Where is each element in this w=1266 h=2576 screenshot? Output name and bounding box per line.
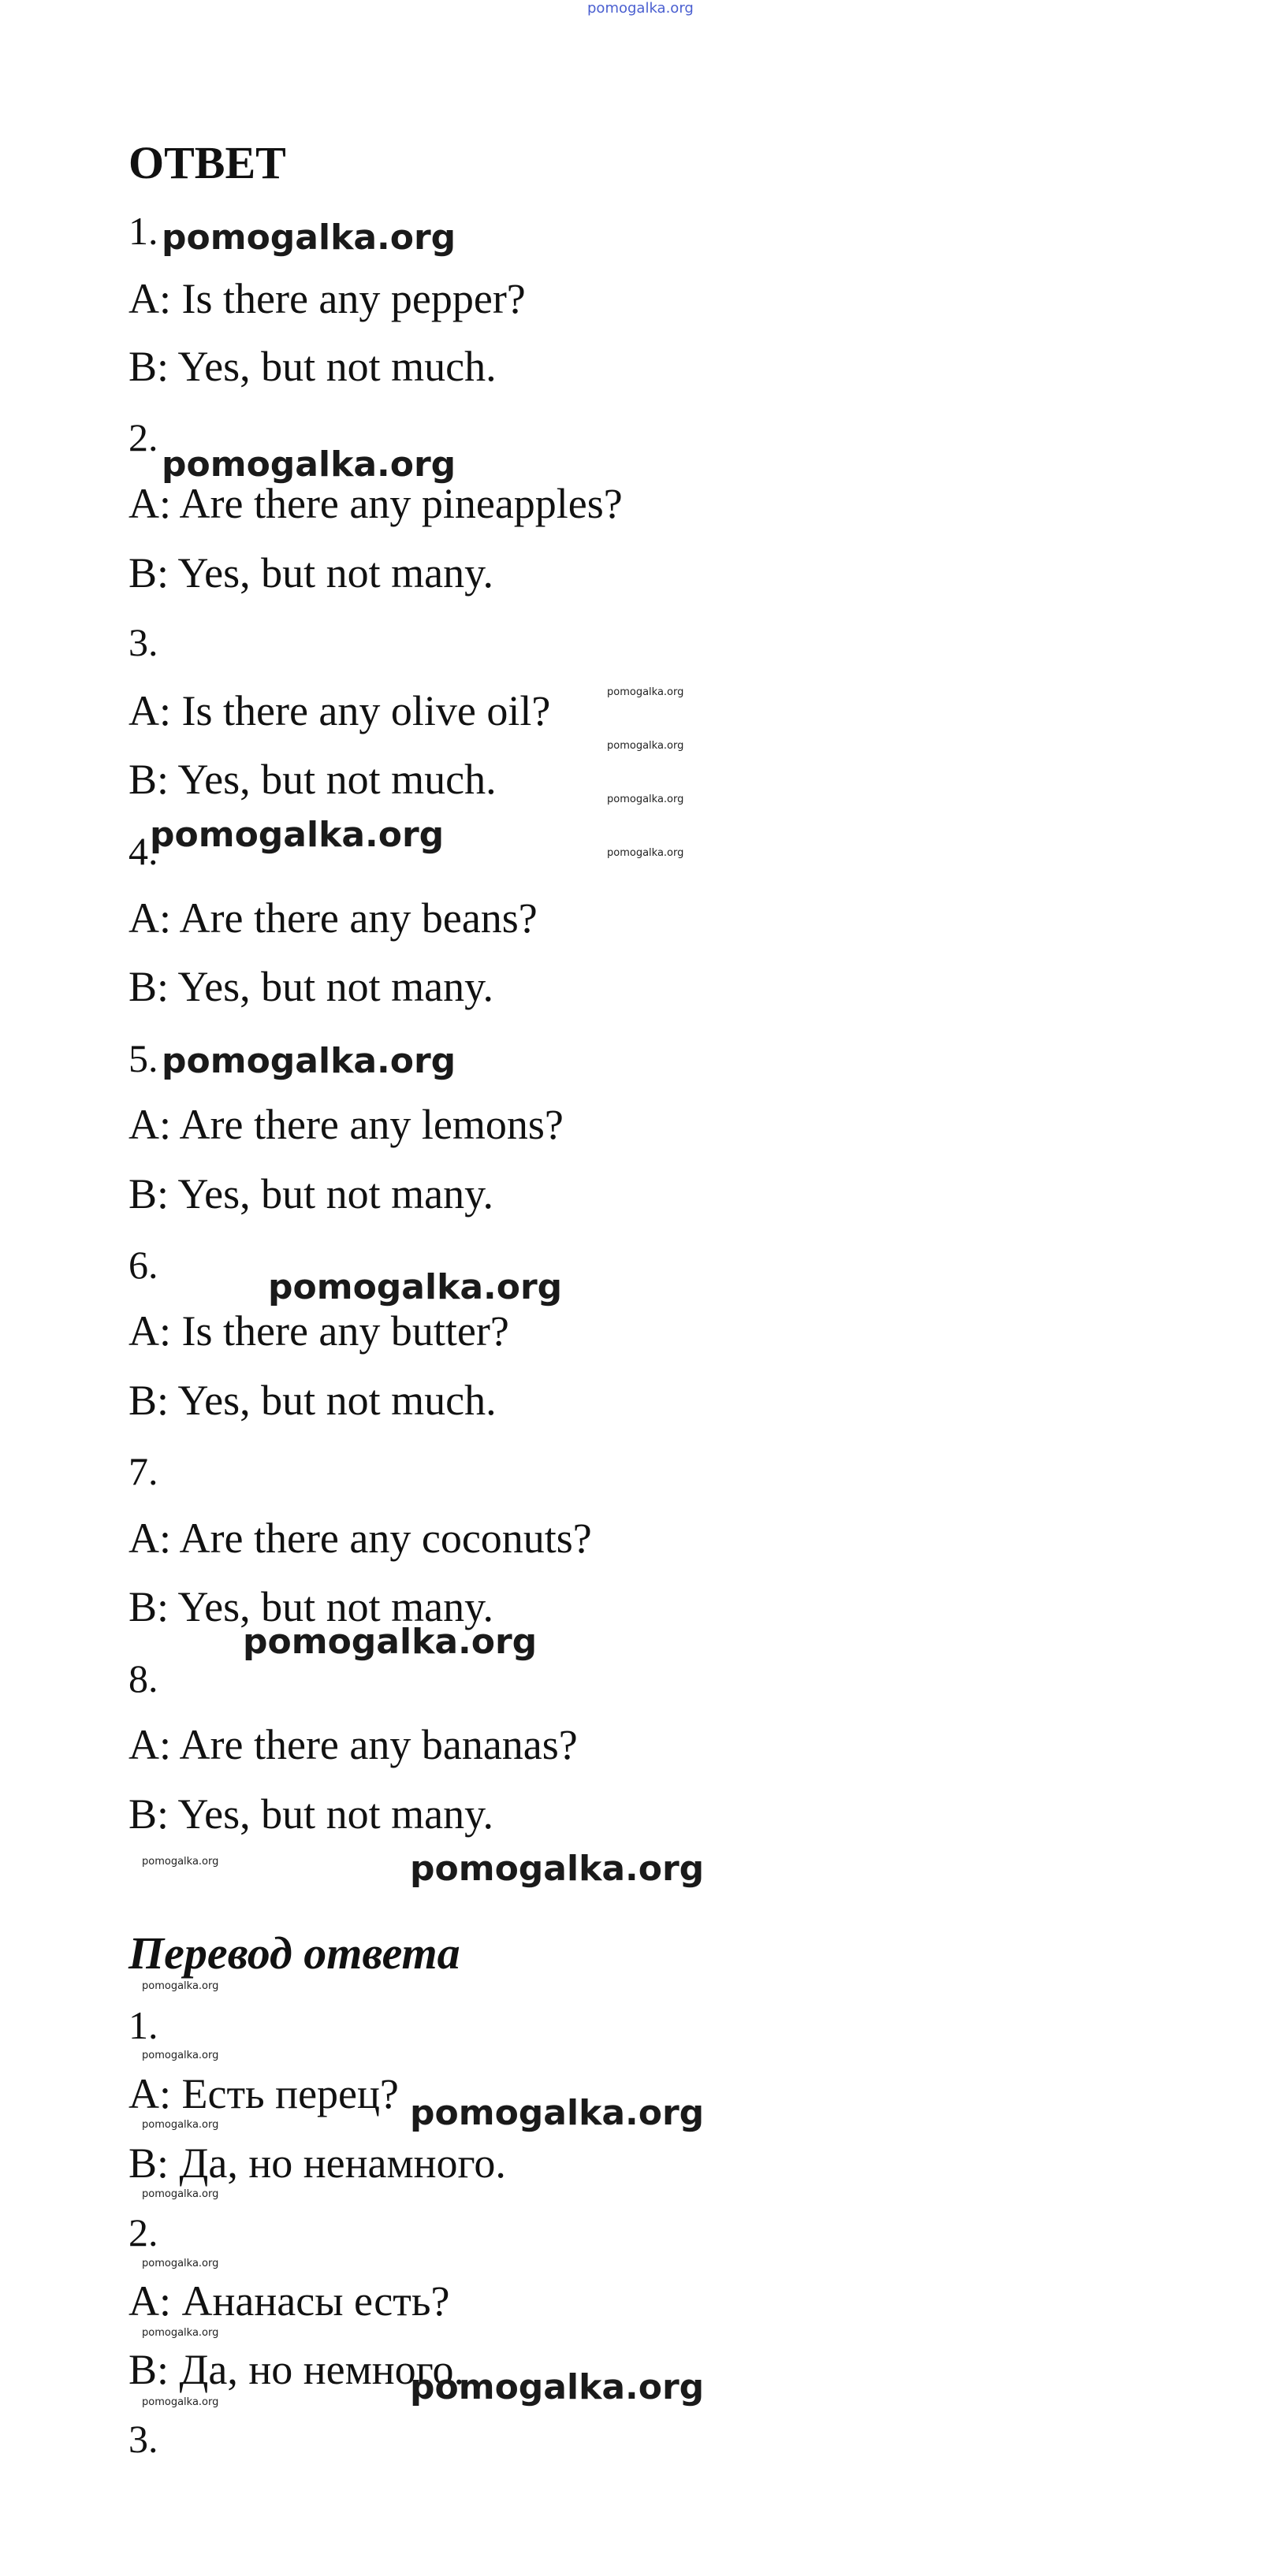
answer-reply-3: B: Yes, but not much. <box>128 756 497 803</box>
answer-reply-6: B: Yes, but not much. <box>128 1377 497 1424</box>
watermark-large: pomogalka.org <box>162 444 456 485</box>
watermark-small: pomogalka.org <box>142 2258 219 2269</box>
answer-question-2: A: Are there any pineapples? <box>128 480 623 527</box>
watermark-small: pomogalka.org <box>142 2396 219 2408</box>
translation-question-1: A: Есть перец? <box>128 2070 399 2117</box>
answer-question-4: A: Are there any beans? <box>128 894 538 942</box>
answer-number-8: 8. <box>128 1656 158 1701</box>
watermark-small: pomogalka.org <box>142 1856 219 1868</box>
watermark-small: pomogalka.org <box>607 847 684 859</box>
answer-question-3: A: Is there any olive oil? <box>128 687 551 734</box>
top-watermark: pomogalka.org <box>587 0 694 17</box>
watermark-small: pomogalka.org <box>607 686 684 698</box>
watermark-large: pomogalka.org <box>162 1041 456 1081</box>
answer-number-5: 5. <box>128 1036 158 1080</box>
answer-reply-1: B: Yes, but not much. <box>128 343 497 390</box>
watermark-small: pomogalka.org <box>142 2327 219 2339</box>
answer-question-1: A: Is there any pepper? <box>128 275 526 322</box>
watermark-small: pomogalka.org <box>142 2188 219 2200</box>
watermark-small: pomogalka.org <box>607 794 684 805</box>
watermark-large: pomogalka.org <box>410 2093 705 2133</box>
answer-number-3: 3. <box>128 620 158 664</box>
translation-reply-2: B: Да, но немного. <box>128 2346 464 2393</box>
watermark-large: pomogalka.org <box>268 1267 563 1307</box>
answer-title: ОТВЕТ <box>128 137 286 188</box>
watermark-small: pomogalka.org <box>142 2050 219 2061</box>
translation-question-2: A: Ананасы есть? <box>128 2277 450 2325</box>
answer-number-7: 7. <box>128 1449 158 1493</box>
answer-number-1: 1. <box>128 209 158 253</box>
watermark-small: pomogalka.org <box>142 2119 219 2131</box>
watermark-small: pomogalka.org <box>142 1980 219 1992</box>
answer-question-6: A: Is there any butter? <box>128 1307 509 1355</box>
watermark-large: pomogalka.org <box>150 815 445 855</box>
watermark-large: pomogalka.org <box>162 217 456 258</box>
watermark-large: pomogalka.org <box>410 2367 705 2407</box>
answer-question-7: A: Are there any coconuts? <box>128 1515 592 1562</box>
answer-question-8: A: Are there any bananas? <box>128 1721 578 1768</box>
answer-number-2: 2. <box>128 415 158 459</box>
answer-reply-4: B: Yes, but not many. <box>128 963 494 1010</box>
translation-reply-1: B: Да, но ненамного. <box>128 2139 506 2187</box>
answer-reply-8: B: Yes, but not many. <box>128 1790 494 1838</box>
watermark-large: pomogalka.org <box>243 1622 538 1662</box>
watermark-small: pomogalka.org <box>607 740 684 752</box>
translation-title: Перевод ответа <box>128 1927 460 1979</box>
answer-reply-2: B: Yes, but not many. <box>128 549 494 597</box>
watermark-large: pomogalka.org <box>410 1849 705 1889</box>
answer-number-4: 4. <box>128 829 158 873</box>
translation-number-1: 1. <box>128 2003 158 2047</box>
answer-reply-5: B: Yes, but not many. <box>128 1170 494 1217</box>
answer-question-5: A: Are there any lemons? <box>128 1101 564 1148</box>
translation-number-3: 3. <box>128 2417 158 2461</box>
answer-reply-7: B: Yes, but not many. <box>128 1583 494 1630</box>
answer-number-6: 6. <box>128 1243 158 1287</box>
translation-number-2: 2. <box>128 2210 158 2254</box>
